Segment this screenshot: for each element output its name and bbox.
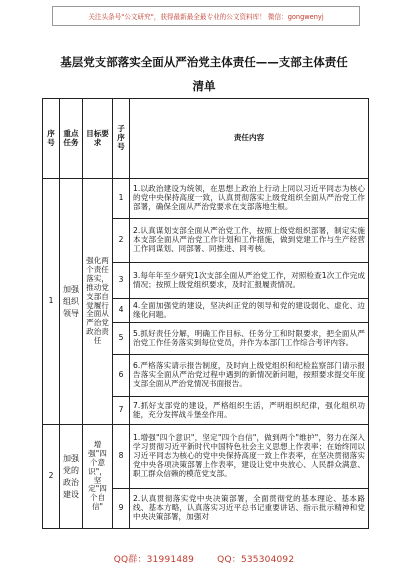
sub-seq: 5 — [113, 323, 130, 355]
duty-content: 3.每年年至少研究1次支部全面从严治党工作，对照检查1次工作完成情况；按照上级党组织要求，及时汇报履责情况。 — [130, 263, 369, 299]
table-row — [43, 425, 369, 489]
row-key-task: 加强组织领导 — [60, 179, 83, 425]
sub-seq: 7 — [113, 397, 130, 425]
header-sub-seq: 子序号 — [113, 99, 130, 179]
row-seq: 2 — [43, 425, 60, 529]
sub-seq: 1 — [113, 179, 130, 219]
duty-content: 1.以政治建设为统领，在思想上政治上行动上同以习近平同志为核心的党中央保持高度一致，认真贯彻落实上级党组织全面从严治党工作部署，确保全面从严治党要求在支部落地生根。 — [130, 179, 369, 219]
document-title-continued: 清单 — [192, 79, 216, 93]
duty-content: 2.认真谋划支部全面从严治党工作，按照上级党组织部署，制定实施本支部全面从严治党工作计划和工作措施，做到党建工作与生产经营工作同谋划、同部署、同推进、同考核。 — [130, 219, 369, 263]
header-banner: 关注头条号"公文研究"，获得最新最全最专业的公文资料库！ 微信：gongwenyj — [52, 6, 360, 26]
footer-qq: QQ：535304092 — [217, 555, 295, 565]
footer-contact — [0, 552, 408, 565]
sub-seq: 6 — [113, 355, 130, 397]
sub-seq: 2 — [113, 219, 130, 263]
document-title: 基层党支部落实全面从严治党主体责任——支部主体责任 — [60, 55, 348, 69]
header-duty: 责任内容 — [130, 99, 369, 179]
sub-seq: 9 — [113, 489, 130, 529]
row-key-task: 加强党的政治建设 — [60, 425, 83, 529]
sub-seq: 4 — [113, 299, 130, 323]
responsibility-table — [42, 98, 369, 529]
sub-seq: 8 — [113, 425, 130, 489]
table-row — [43, 179, 369, 219]
duty-content: 1.增强"四个意识"，坚定"四个自信"，做到两个"维护"，努力在深入学习贯彻习近平新时代中国特色社会主义思想上作表率；在始终同以习近平同志为核心的党中央保持高度一致上作表率，在坚决贯彻落实党中央各项决策部署上作表率，建设让党中央放心、人民群众满意、职工群众信赖的模范党支部。 — [130, 425, 369, 489]
header-goal: 目标要求 — [83, 99, 113, 179]
duty-content: 5.抓好责任分解，明确工作目标、任务分工和时限要求，把全面从严治党工作任务落实到每位党员，并作为本部门工作综合考评内容。 — [130, 323, 369, 355]
header-seq: 序号 — [43, 99, 60, 179]
row-seq: 1 — [43, 179, 60, 425]
row-goal: 增强"四个意识"，坚定"四个自信" — [83, 425, 113, 529]
header-key-task: 重点任务 — [60, 99, 83, 179]
table-header-row — [43, 99, 369, 179]
footer-qq-group: QQ群：31991489 — [113, 555, 195, 565]
duty-content: 4.全面加强党的建设，坚决纠正党的领导和党的建设弱化、虚化、边缘化问题。 — [130, 299, 369, 323]
sub-seq: 3 — [113, 263, 130, 299]
duty-content: 6.严格落实请示报告制度，及时向上级党组织和纪检监察部门请示报告落实全面从严治党过程中遇到的新情况新问题，按照要求提交年度支部全面从严治党情况书面报告。 — [130, 355, 369, 397]
row-goal: 强化两个责任落实，推动党支部自觉履行全面从严治党政治责任 — [83, 179, 113, 425]
duty-content: 2.认真贯彻落实党中央决策部署，全面贯彻党的基本理论、基本路线、基本方略，认真落实习近平总书记重要讲话、指示批示精神和党中央决策部署，加强对 — [130, 489, 369, 529]
duty-content: 7.抓好支部党的建设，严格组织生活，严明组织纪律，强化组织功能，充分发挥战斗堡垒作用。 — [130, 397, 369, 425]
